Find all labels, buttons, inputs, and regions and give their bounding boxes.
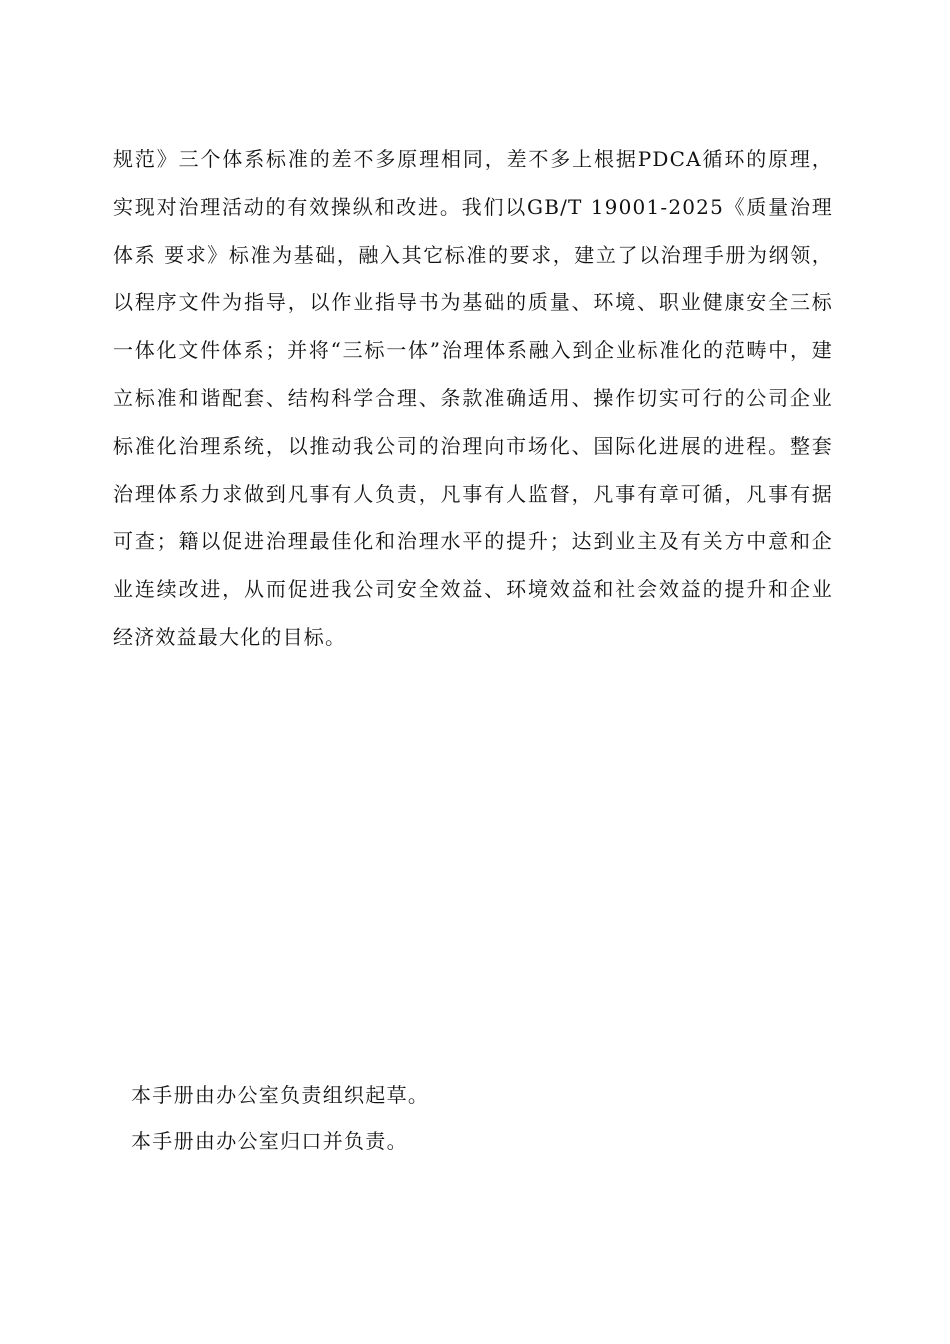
drafting-note: 本手册由办公室负责组织起草。 [131, 1083, 430, 1107]
responsibility-note: 本手册由办公室归口并负责。 [131, 1129, 408, 1153]
body-paragraph: 规范》三个体系标准的差不多原理相同，差不多上根据PDCA循环的原理，实现对治理活动的有效操纵和改进。我们以GB/T 19001-2025《质量治理体系 要求》标准为基础，融入其它标准的要求，建立了以治理手册为纲领，以程序文件为指导，以作业指导书为基础的质量、环境、职业健康安全三标一体化文件体系；并将“三标一体”治理体系融入到企业标准化的范畴中，建立标准和谐配套、结构科学合理、条款准确适用、操作切实可行的公司企业标准化治理系统，以推动我公司的治理向市场化、国际化进展的进程。整套治理体系力求做到凡事有人负责，凡事有人监督，凡事有章可循，凡事有据可查；籍以促进治理最佳化和治理水平的提升；达到业主及有关方中意和企业连续改进，从而促进我公司安全效益、环境效益和社会效益的提升和企业经济效益最大化的目标。 [113, 147, 833, 649]
